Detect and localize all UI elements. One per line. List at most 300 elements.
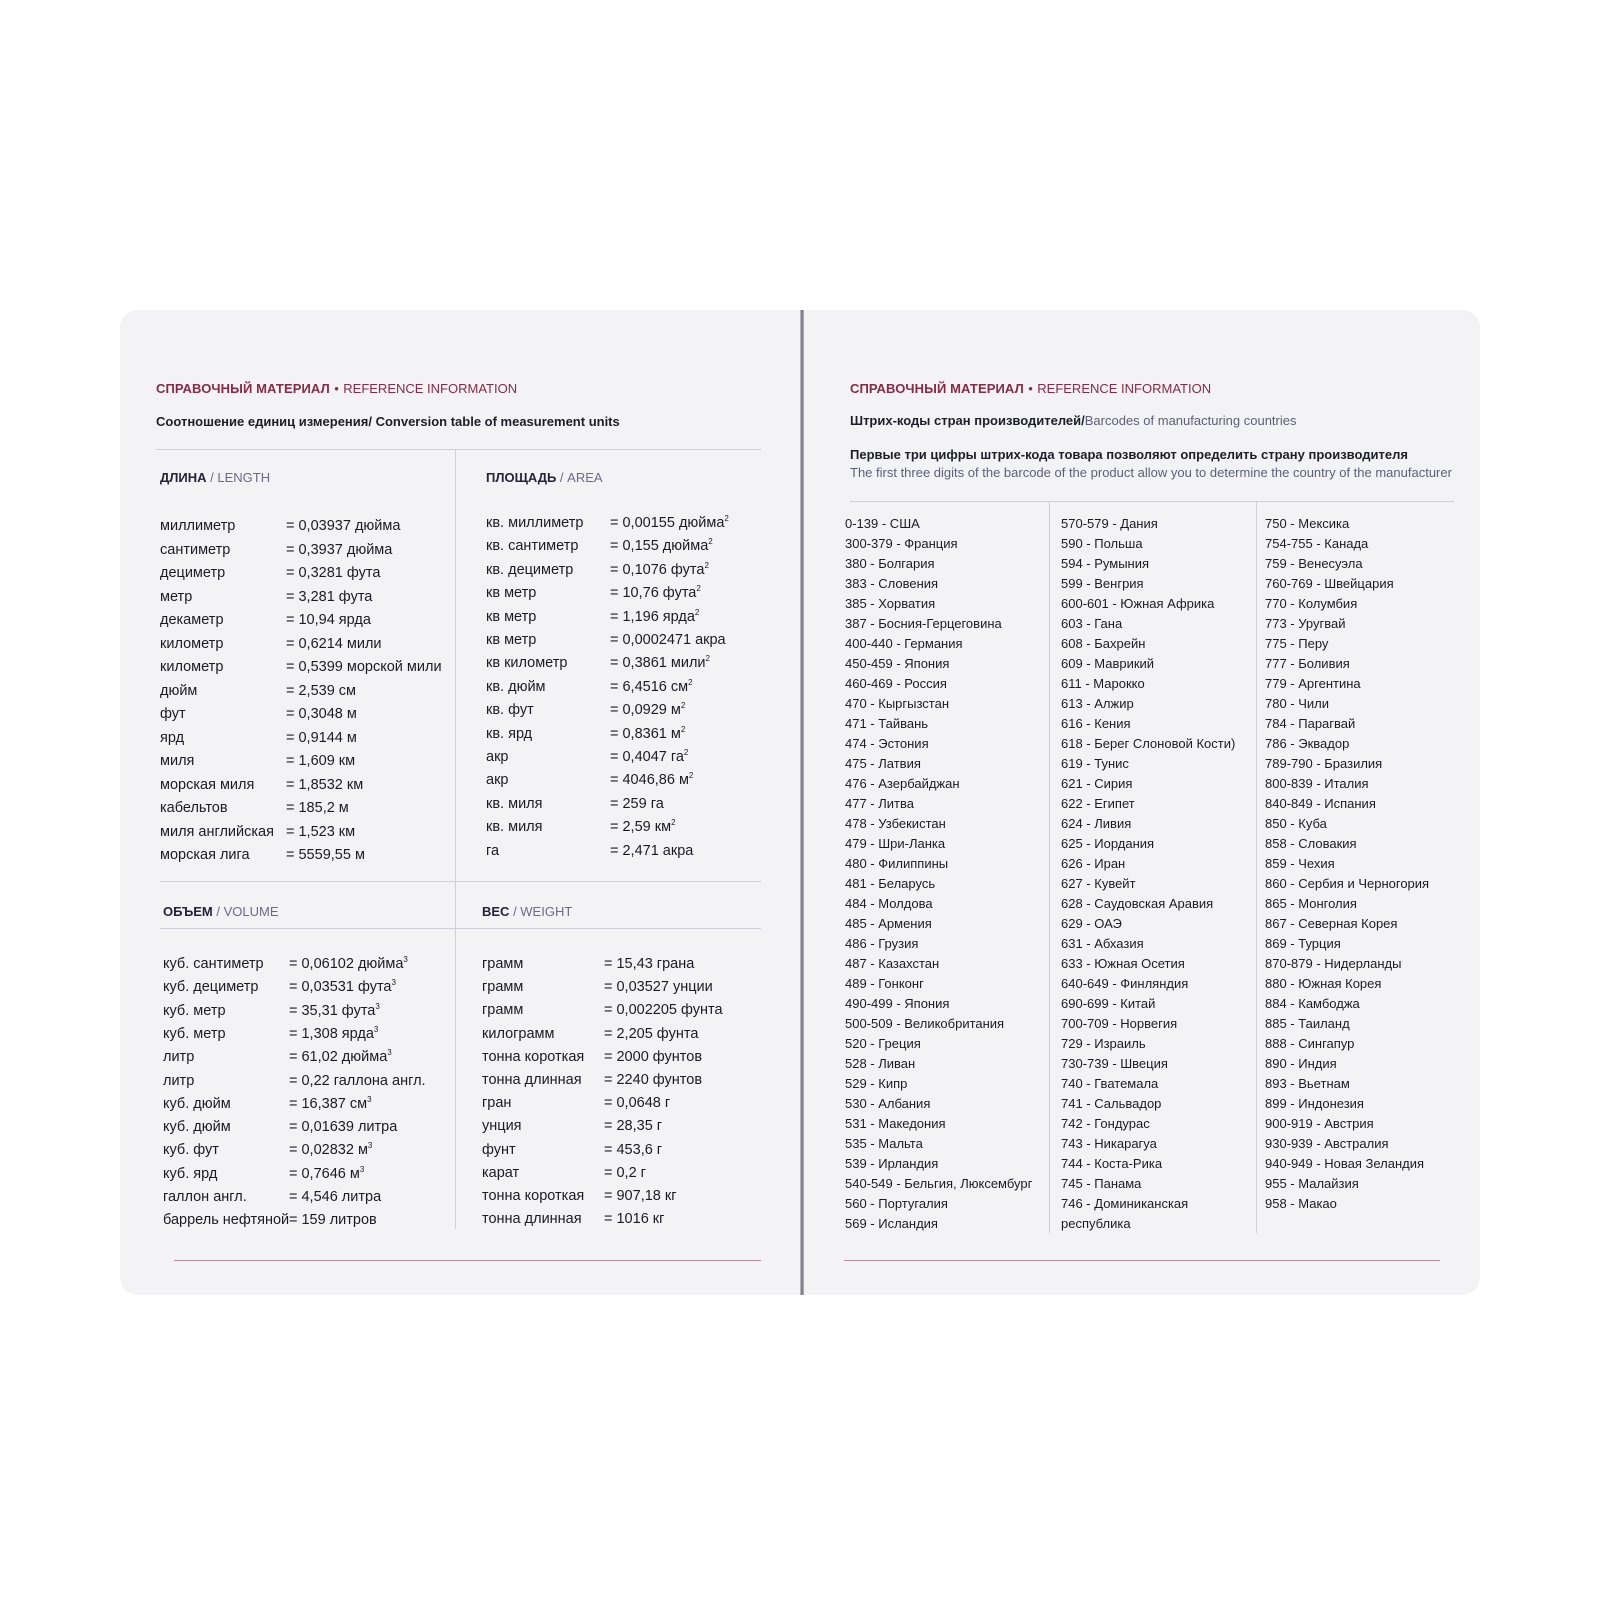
unit-value: [604, 1211, 664, 1227]
barcode-entry: 0-139 - США: [845, 516, 920, 531]
unit-value-text: = 1,308 ярда: [289, 1025, 374, 1042]
barcode-entry: 300-379 - Франция: [845, 536, 958, 551]
unit-exponent: 2: [688, 677, 693, 687]
unit-value-text: = 0,9144 м: [286, 729, 357, 746]
unit-value: [610, 562, 709, 578]
barcode-entry: 479 - Шри-Ланка: [845, 836, 946, 851]
unit-name: килограмм: [482, 1025, 555, 1042]
unit-name: километр: [160, 635, 224, 652]
barcode-entry: 754-755 - Канада: [1265, 536, 1369, 551]
unit-value-text: = 61,02 дюйма: [289, 1049, 388, 1066]
unit-value-text: = 1,8532 км: [286, 776, 364, 793]
header-ru: СПРАВОЧНЫЙ МАТЕРИАЛ: [850, 381, 1024, 396]
barcode-entry: 777 - Боливия: [1265, 656, 1350, 671]
unit-value: [604, 1072, 702, 1088]
barcode-entry: 590 - Польша: [1061, 536, 1143, 551]
unit-value: [286, 824, 355, 840]
unit-value: [286, 706, 357, 722]
column-divider: [1049, 501, 1050, 1233]
unit-value: [610, 679, 693, 695]
unit-name: кв метр: [486, 632, 537, 648]
unit-value-text: = 2,205 фунта: [604, 1025, 699, 1042]
barcode-entry: 616 - Кения: [1061, 716, 1131, 731]
unit-value-text: = 2,59 км: [610, 819, 672, 836]
barcode-entry: 631 - Абхазия: [1061, 936, 1144, 951]
unit-value-text: = 4,546 литра: [289, 1189, 382, 1205]
barcode-entry: 470 - Кыргызстан: [845, 696, 950, 711]
unit-name: акр: [486, 749, 509, 765]
unit-value: [610, 538, 713, 554]
unit-name: кв. миля: [486, 819, 543, 836]
unit-value: [289, 1026, 378, 1042]
unit-value-text: = 5559,55 м: [286, 847, 365, 863]
barcode-entry: 486 - Грузия: [845, 936, 919, 951]
unit-value: [604, 956, 694, 972]
unit-name: кв. дециметр: [486, 561, 574, 578]
unit-name: декаметр: [160, 612, 224, 628]
unit-value: [289, 1096, 372, 1112]
unit-name: кв километр: [486, 655, 568, 672]
barcode-entry: 742 - Гондурас: [1061, 1116, 1150, 1131]
barcode-entry: 958 - Макао: [1265, 1196, 1337, 1211]
unit-value-text: = 2,539 см: [286, 682, 357, 699]
barcode-entry: 500-509 - Великобритания: [845, 1016, 1005, 1031]
unit-value: [610, 796, 664, 812]
unit-name: фут: [160, 706, 186, 722]
barcode-entry: 888 - Сингапур: [1265, 1036, 1355, 1051]
barcode-entry: 955 - Малайзия: [1265, 1176, 1359, 1191]
intro-en: The first three digits of the barcode of the product allow you to determine the country of the manufacturer: [850, 465, 1452, 480]
unit-exponent: 2: [694, 607, 700, 617]
unit-name: кв. сантиметр: [486, 538, 579, 555]
barcode-entry: 618 - Берег Слоновой Кости): [1061, 736, 1236, 751]
barcode-entry: 622 - Египет: [1061, 796, 1135, 811]
barcode-entry: 450-459 - Япония: [845, 656, 950, 671]
unit-value-text: = 185,2 м: [286, 800, 349, 816]
unit-value-text: = 0,03527 унции: [604, 979, 713, 996]
unit-value-text: = 1,523 км: [286, 823, 356, 840]
barcode-entry: 859 - Чехия: [1265, 856, 1335, 871]
unit-value: [604, 1049, 702, 1065]
section-title-ru: ОБЪЕМ: [163, 904, 213, 919]
section-title-en: / WEIGHT: [509, 904, 573, 919]
column-divider: [455, 881, 456, 1229]
unit-name: кв. миля: [486, 795, 543, 812]
unit-value: [604, 1095, 670, 1111]
barcode-entry: 930-939 - Австралия: [1265, 1136, 1389, 1151]
barcode-entry: 700-709 - Норвегия: [1061, 1016, 1178, 1031]
unit-value-text: = 1,609 км: [286, 753, 356, 769]
unit-value-text: = 0,00155 дюйма: [610, 515, 725, 531]
barcode-entry: 773 - Уругвай: [1265, 616, 1346, 631]
header-separator: •: [1028, 381, 1033, 396]
unit-value: [286, 565, 380, 581]
barcode-entry: 759 - Венесуэла: [1265, 556, 1363, 571]
barcode-entry: 750 - Мексика: [1265, 516, 1350, 531]
barcode-entry: 400-440 - Германия: [845, 636, 963, 651]
subtitle-en: Barcodes of manufacturing countries: [1084, 413, 1297, 428]
barcode-entry: 380 - Болгария: [845, 556, 935, 571]
barcode-entry: 640-649 - Финляндия: [1061, 976, 1189, 991]
intro-ru: Первые три цифры штрих-кода товара позволяют определить страну производителя: [850, 447, 1408, 462]
barcode-entry: 624 - Ливия: [1061, 816, 1132, 831]
unit-name: куб. ярд: [163, 1165, 218, 1182]
barcode-entry: 770 - Колумбия: [1265, 596, 1358, 611]
section-title-volume: [163, 903, 279, 921]
unit-name: унция: [482, 1118, 522, 1135]
column-divider: [455, 449, 456, 881]
unit-exponent: 2: [696, 584, 701, 594]
unit-name: морская миля: [160, 776, 255, 793]
barcode-entry: 487 - Казахстан: [845, 956, 940, 971]
barcode-entry: 899 - Индонезия: [1265, 1096, 1364, 1111]
barcode-entry: 744 - Коста-Рика: [1061, 1156, 1163, 1171]
divider: [850, 501, 1454, 502]
barcode-entry: 460-469 - Россия: [845, 676, 947, 691]
unit-value: [610, 585, 701, 601]
barcode-entry: 746 - Доминиканская: [1061, 1196, 1189, 1211]
unit-name: тонна длинная: [482, 1211, 582, 1228]
unit-exponent: 2: [680, 724, 686, 734]
unit-name: тонна длинная: [482, 1072, 582, 1088]
barcode-entry: 940-949 - Новая Зеландия: [1265, 1156, 1425, 1171]
section-title-ru: ПЛОЩАДЬ: [486, 470, 557, 485]
barcode-entry: 893 - Вьетнам: [1265, 1076, 1350, 1091]
unit-value-text: = 0,0648 г: [604, 1095, 671, 1112]
section-title-ru: ДЛИНА: [160, 470, 207, 485]
subtitle-ru: Штрих-коды стран производителей/: [850, 413, 1085, 428]
barcode-entry: 865 - Монголия: [1265, 896, 1357, 911]
unit-value: [289, 1142, 372, 1158]
unit-value-text: = 0,8361 м: [610, 725, 681, 742]
barcode-entry: 530 - Албания: [845, 1096, 931, 1111]
barcode-entry: 480 - Филиппины: [845, 856, 949, 871]
barcode-entry: 484 - Молдова: [845, 896, 933, 911]
barcode-entry: 741 - Сальвадор: [1061, 1096, 1162, 1111]
unit-exponent: 3: [375, 1001, 380, 1011]
section-title-ru: ВЕС: [482, 904, 510, 919]
unit-name: кв. ярд: [486, 725, 533, 742]
header-separator: •: [334, 381, 339, 396]
unit-exponent: 2: [705, 654, 710, 664]
unit-value: [604, 1188, 677, 1204]
barcode-entry: 489 - Гонконг: [845, 976, 924, 991]
unit-value-text: = 15,43 грана: [604, 956, 695, 972]
barcode-entry: 531 - Македония: [845, 1116, 946, 1131]
barcode-entry: 569 - Исландия: [845, 1216, 938, 1231]
unit-name: миля английская: [160, 823, 274, 840]
unit-exponent: 3: [359, 1164, 365, 1174]
barcode-entry: 619 - Тунис: [1061, 756, 1129, 771]
unit-name: гран: [482, 1095, 512, 1112]
unit-name: грамм: [482, 956, 524, 972]
unit-exponent: 2: [683, 748, 689, 758]
page-bottom-rule: [844, 1260, 1440, 1261]
barcode-entry: 745 - Панама: [1061, 1176, 1142, 1191]
page-bottom-rule: [174, 1260, 761, 1261]
barcode-entry: 775 - Перу: [1265, 636, 1329, 651]
header-ru: СПРАВОЧНЫЙ МАТЕРИАЛ: [156, 381, 330, 396]
unit-name: куб. метр: [163, 1002, 226, 1019]
unit-value-text: = 35,31 фута: [289, 1002, 376, 1019]
barcode-entry: 471 - Тайвань: [845, 716, 929, 731]
barcode-entry: 743 - Никарагуа: [1061, 1136, 1157, 1151]
unit-name: тонна короткая: [482, 1048, 585, 1065]
unit-name: куб. дециметр: [163, 979, 259, 996]
unit-value-text: = 6,4516 см: [610, 678, 689, 695]
unit-exponent: 2: [680, 701, 686, 711]
unit-name: грамм: [482, 979, 524, 996]
unit-value: [610, 843, 693, 859]
unit-value: [604, 979, 713, 995]
unit-value-text: = 0,01639 литра: [289, 1119, 398, 1136]
barcode-entry: 490-499 - Япония: [845, 996, 950, 1011]
unit-value: [604, 1165, 646, 1181]
unit-name: литр: [163, 1072, 195, 1089]
unit-value-text: = 3,281 фута: [286, 588, 373, 605]
unit-value: [610, 655, 710, 671]
barcode-entry: 628 - Саудовская Аравия: [1061, 896, 1214, 911]
unit-value-text: = 0,22 галлона англ.: [289, 1072, 426, 1089]
barcode-entry: 890 - Индия: [1265, 1056, 1337, 1071]
unit-value: [289, 1189, 381, 1205]
unit-value-text: = 0,02832 м: [289, 1142, 368, 1159]
unit-exponent: 3: [391, 978, 396, 988]
barcode-entry: 385 - Хорватия: [845, 596, 936, 611]
unit-name: кв метр: [486, 585, 537, 602]
unit-name: морская лига: [160, 847, 250, 863]
barcode-entry: 760-769 - Швейцария: [1265, 576, 1394, 591]
unit-value-text: = 28,35 г: [604, 1118, 663, 1135]
unit-value-text: = 0,06102 дюйма: [289, 956, 404, 972]
unit-name: куб. дюйм: [163, 1095, 231, 1112]
unit-value-text: = 2240 фунтов: [604, 1072, 703, 1088]
unit-value: [610, 749, 688, 765]
unit-name: кабельтов: [160, 800, 228, 816]
barcode-entry: 475 - Латвия: [845, 756, 921, 771]
unit-value-text: = 1,196 ярда: [610, 608, 695, 625]
unit-value-text: = 0,0929 м: [610, 702, 681, 719]
unit-value-text: = 0,3937 дюйма: [286, 541, 393, 558]
unit-value: [286, 612, 371, 628]
unit-name: сантиметр: [160, 541, 231, 558]
barcode-entry: 633 - Южная Осетия: [1061, 956, 1185, 971]
unit-value-text: = 2,471 акра: [610, 842, 694, 859]
barcode-entry: 600-601 - Южная Африка: [1061, 596, 1215, 611]
barcode-entry: 474 - Эстония: [845, 736, 929, 751]
left-page-subtitle: [156, 413, 620, 431]
column-divider: [1256, 501, 1257, 1233]
unit-value-text: = 0,002205 фунта: [604, 1002, 723, 1019]
unit-value: [286, 730, 357, 746]
unit-name: дюйм: [160, 682, 198, 699]
barcode-entry: 850 - Куба: [1265, 816, 1327, 831]
unit-value: [286, 518, 400, 534]
barcode-entry: 729 - Израиль: [1061, 1036, 1146, 1051]
unit-value: [610, 609, 699, 625]
barcode-entry: 884 - Камбоджа: [1265, 996, 1360, 1011]
unit-exponent: 2: [688, 771, 694, 781]
barcode-entry: 570-579 - Дания: [1061, 516, 1158, 531]
divider: [160, 881, 761, 882]
barcode-entry: 609 - Маврикий: [1061, 656, 1155, 671]
unit-exponent: 3: [367, 1094, 372, 1104]
unit-exponent: 2: [671, 818, 676, 828]
barcode-entry: 800-839 - Италия: [1265, 776, 1369, 791]
barcode-entry: 477 - Литва: [845, 796, 914, 811]
unit-name: кв метр: [486, 608, 537, 625]
section-title-en: / VOLUME: [212, 904, 279, 919]
unit-value: [604, 1142, 662, 1158]
unit-value: [610, 702, 685, 718]
unit-value-text: = 0,3048 м: [286, 706, 357, 722]
unit-value: [604, 1026, 698, 1042]
unit-value-text: = 0,7646 м: [289, 1165, 360, 1182]
barcode-entry: 540-549 - Бельгия, Люксембург: [845, 1176, 1033, 1191]
barcode-entry: 690-699 - Китай: [1061, 996, 1156, 1011]
unit-value-text: = 0,155 дюйма: [610, 538, 709, 555]
barcode-entry: 626 - Иран: [1061, 856, 1126, 871]
unit-value: [610, 819, 676, 835]
barcode-entry: 599 - Венгрия: [1061, 576, 1144, 591]
barcode-entry: 786 - Эквадор: [1265, 736, 1350, 751]
unit-value: [610, 515, 729, 531]
unit-name: акр: [486, 772, 509, 789]
section-title-length: [160, 469, 270, 487]
unit-name: галлон англ.: [163, 1189, 247, 1205]
barcode-entry: 476 - Азербайджан: [845, 776, 960, 791]
barcode-entry: 528 - Ливан: [845, 1056, 916, 1071]
unit-value-text: = 0,2 г: [604, 1164, 646, 1181]
right-page-header: [850, 380, 1211, 398]
unit-exponent: 3: [373, 1025, 379, 1035]
unit-value-text: = 16,387 см: [289, 1095, 368, 1112]
barcode-entry: 387 - Босния-Герцеговина: [845, 616, 1002, 631]
header-en: REFERENCE INFORMATION: [343, 381, 518, 396]
barcode-entry: 485 - Армения: [845, 916, 932, 931]
unit-value-text: = 0,03937 дюйма: [286, 518, 401, 534]
unit-value-text: = 1016 кг: [604, 1211, 665, 1228]
unit-value: [604, 1118, 662, 1134]
unit-value-text: = 2000 фунтов: [604, 1048, 703, 1065]
unit-value: [286, 800, 349, 816]
barcode-entry: 629 - ОАЭ: [1061, 916, 1122, 931]
barcode-entry: 520 - Греция: [845, 1036, 921, 1051]
barcode-entry: 627 - Кувейт: [1061, 876, 1136, 891]
barcode-entry: 780 - Чили: [1265, 696, 1330, 711]
unit-name: карат: [482, 1164, 520, 1181]
unit-value: [289, 956, 408, 972]
unit-name: ярд: [160, 729, 185, 746]
unit-value-text: = 10,94 ярда: [286, 612, 371, 628]
unit-value: [289, 1073, 426, 1089]
unit-value: [289, 1166, 364, 1182]
barcode-entry: 730-739 - Швеция: [1061, 1056, 1168, 1071]
barcode-entry: 621 - Сирия: [1061, 776, 1133, 791]
unit-value: [286, 847, 365, 863]
barcode-entry: 383 - Словения: [845, 576, 939, 591]
barcode-entry: 478 - Узбекистан: [845, 816, 946, 831]
barcode-entry: 858 - Словакия: [1265, 836, 1357, 851]
unit-name: баррель нефтяной: [163, 1212, 290, 1229]
unit-value-text: = 453,6 г: [604, 1141, 663, 1158]
barcode-entry: 603 - Гана: [1061, 616, 1123, 631]
barcode-entry: 840-849 - Испания: [1265, 796, 1376, 811]
unit-exponent: 3: [367, 1141, 373, 1151]
unit-name: дециметр: [160, 565, 226, 581]
unit-name: фунт: [482, 1141, 516, 1158]
unit-name: га: [486, 842, 500, 859]
unit-value: [610, 726, 685, 742]
section-title-en: / LENGTH: [206, 470, 271, 485]
barcode-entry: 608 - Бахрейн: [1061, 636, 1146, 651]
unit-name: миллиметр: [160, 518, 236, 534]
subtitle-en: Conversion table of measurement units: [371, 414, 620, 429]
unit-value-text: = 0,1076 фута: [610, 561, 705, 578]
unit-value: [610, 772, 693, 788]
unit-value: [289, 979, 396, 995]
unit-exponent: 2: [704, 560, 709, 570]
header-en: REFERENCE INFORMATION: [1037, 381, 1212, 396]
barcode-entry: 625 - Иордания: [1061, 836, 1155, 851]
barcode-entry: 860 - Сербия и Черногория: [1265, 876, 1430, 891]
unit-value: [286, 777, 363, 793]
barcode-entry: 481 - Беларусь: [845, 876, 936, 891]
unit-value: [289, 1049, 392, 1065]
unit-name: грамм: [482, 1002, 524, 1019]
barcode-entry: 789-790 - Бразилия: [1265, 756, 1383, 771]
left-page-header: [156, 380, 517, 398]
barcode-entry: 560 - Португалия: [845, 1196, 948, 1211]
barcode-entry: 594 - Румыния: [1061, 556, 1150, 571]
unit-value: [286, 683, 356, 699]
unit-value-text: = 10,76 фута: [610, 585, 697, 602]
subtitle-ru: Соотношение единиц измерения/: [156, 414, 372, 429]
unit-value: [604, 1002, 723, 1018]
unit-exponent: 2: [724, 514, 729, 524]
unit-name: куб. сантиметр: [163, 956, 264, 972]
barcode-entry: 900-919 - Австрия: [1265, 1116, 1374, 1131]
unit-value: [610, 632, 726, 648]
barcode-entry: 885 - Таиланд: [1265, 1016, 1350, 1031]
barcode-entry: 535 - Мальта: [845, 1136, 923, 1151]
unit-name: миля: [160, 753, 195, 769]
notebook-spine: [800, 310, 804, 1295]
unit-exponent: 2: [708, 537, 713, 547]
barcode-entry: 611 - Марокко: [1061, 676, 1145, 691]
unit-value-text: = 159 литров: [289, 1212, 377, 1229]
section-title-area: [486, 469, 603, 487]
unit-value: [286, 659, 442, 675]
unit-name: километр: [160, 659, 224, 675]
unit-value: [286, 589, 372, 605]
divider: [160, 928, 761, 929]
divider: [156, 449, 761, 450]
barcode-entry: 613 - Алжир: [1061, 696, 1134, 711]
unit-exponent: 3: [387, 1048, 392, 1058]
unit-value: [286, 542, 392, 558]
unit-name: кв. фут: [486, 702, 534, 719]
unit-value: [286, 636, 382, 652]
unit-value-text: = 0,6214 мили: [286, 635, 382, 652]
right-page-subtitle: [850, 412, 1297, 430]
unit-value-text: = 907,18 кг: [604, 1188, 677, 1204]
barcode-entry: 529 - Кипр: [845, 1076, 908, 1091]
unit-name: метр: [160, 588, 193, 605]
unit-value-text: = 0,4047 га: [610, 749, 684, 765]
barcode-entry: 867 - Северная Корея: [1265, 916, 1398, 931]
unit-exponent: 3: [403, 955, 408, 965]
